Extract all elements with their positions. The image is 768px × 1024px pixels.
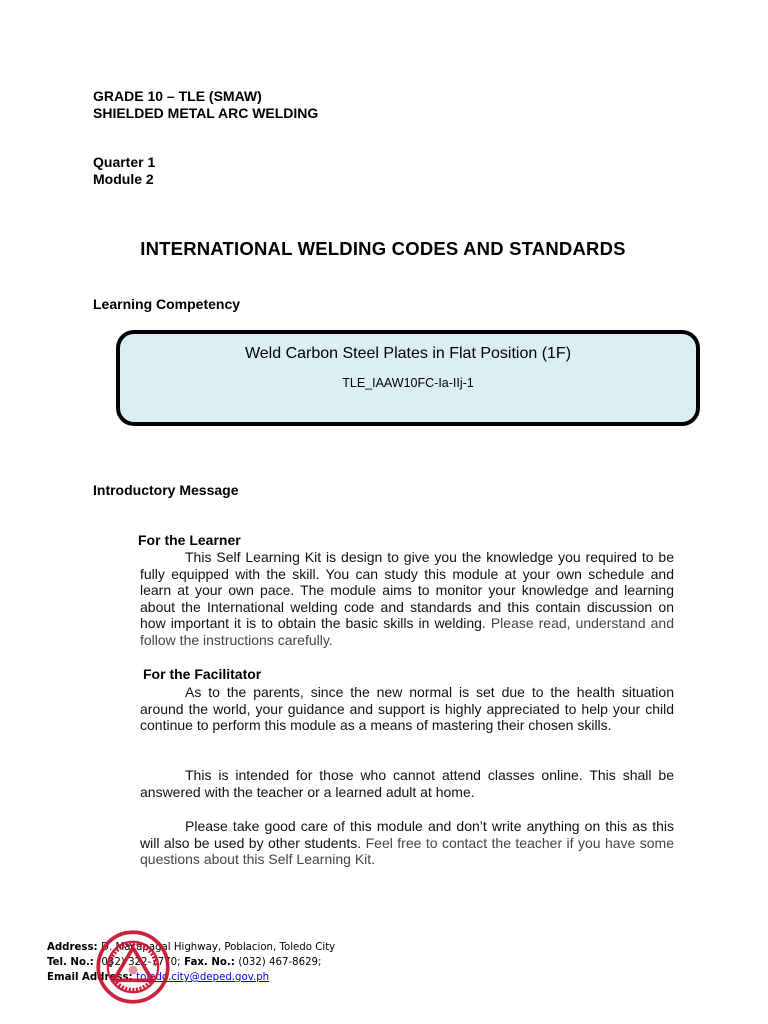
quarter-label: Quarter 1 [93, 154, 156, 170]
address-value: D. Macapagal Highway, Poblacion, Toledo City [101, 942, 336, 953]
phone-line [47, 955, 335, 970]
email-link[interactable]: toledo.city@deped.gov.ph [136, 972, 270, 983]
learning-competency-heading: Learning Competency [93, 296, 241, 312]
facilitator-text-1: As to the parents, since the new normal is set due to the health situation around the world, your guidance and support is highly appreciated to help your child continue to perform this module as a means of mastering their chosen skills. [140, 684, 674, 734]
facilitator-paragraph-2 [140, 767, 674, 800]
page-title [0, 238, 768, 260]
module-info [93, 154, 155, 188]
address-label: Address: [47, 942, 98, 953]
learner-paragraph [140, 549, 674, 649]
facilitator-text-3: Please take good care of this module and don’t write anything on this as this will also be used by other students. [140, 818, 674, 851]
facilitator-paragraph-1 [140, 684, 674, 734]
introductory-message-heading: Introductory Message [93, 482, 239, 498]
module-label: Module 2 [93, 171, 154, 187]
learner-text-end: Please read, understand and follow the instructions carefully. [140, 615, 674, 648]
learner-heading: For the Learner [138, 532, 241, 548]
tel-label: Tel. No.: [47, 957, 94, 968]
competency-code: TLE_IAAW10FC-Ia-IIj-1 [342, 376, 474, 390]
facilitator-paragraph-3 [140, 818, 674, 868]
grade-line: GRADE 10 – TLE (SMAW) [93, 88, 262, 104]
competency-title: Weld Carbon Steel Plates in Flat Position (1F) [244, 345, 572, 362]
competency-box [116, 330, 700, 426]
learner-text: This Self Learning Kit is design to give you the knowledge you required to be fully equipped with the skill. You can study this module at your own schedule and learn at your own pace. The module aims to monitor your knowledge and learning about the International welding code and standards and this contain discussion on how important it is to obtain the basic skills in welding. [140, 549, 674, 632]
page-title-text: INTERNATIONAL WELDING CODES AND STANDARDS [140, 238, 626, 259]
email-line [47, 970, 335, 985]
subject-line: SHIELDED METAL ARC WELDING [93, 105, 319, 121]
tel-value: (032) 322-7770; [97, 957, 181, 968]
facilitator-text-3-end: Feel free to contact the teacher if you have some questions about this Self Learning Kit. [140, 834, 674, 868]
contact-footer [47, 940, 335, 985]
address-line [47, 940, 335, 955]
fax-value: (032) 467-8629; [238, 957, 322, 968]
facilitator-text-2: This is intended for those who cannot attend classes online. This shall be answered with the teacher or a learned adult at home. [140, 767, 674, 800]
email-label: Email Address: [47, 972, 133, 983]
fax-label: Fax. No.: [184, 957, 235, 968]
facilitator-heading: For the Facilitator [143, 666, 262, 682]
deped-seal-icon [96, 930, 170, 1004]
course-header [93, 88, 318, 122]
